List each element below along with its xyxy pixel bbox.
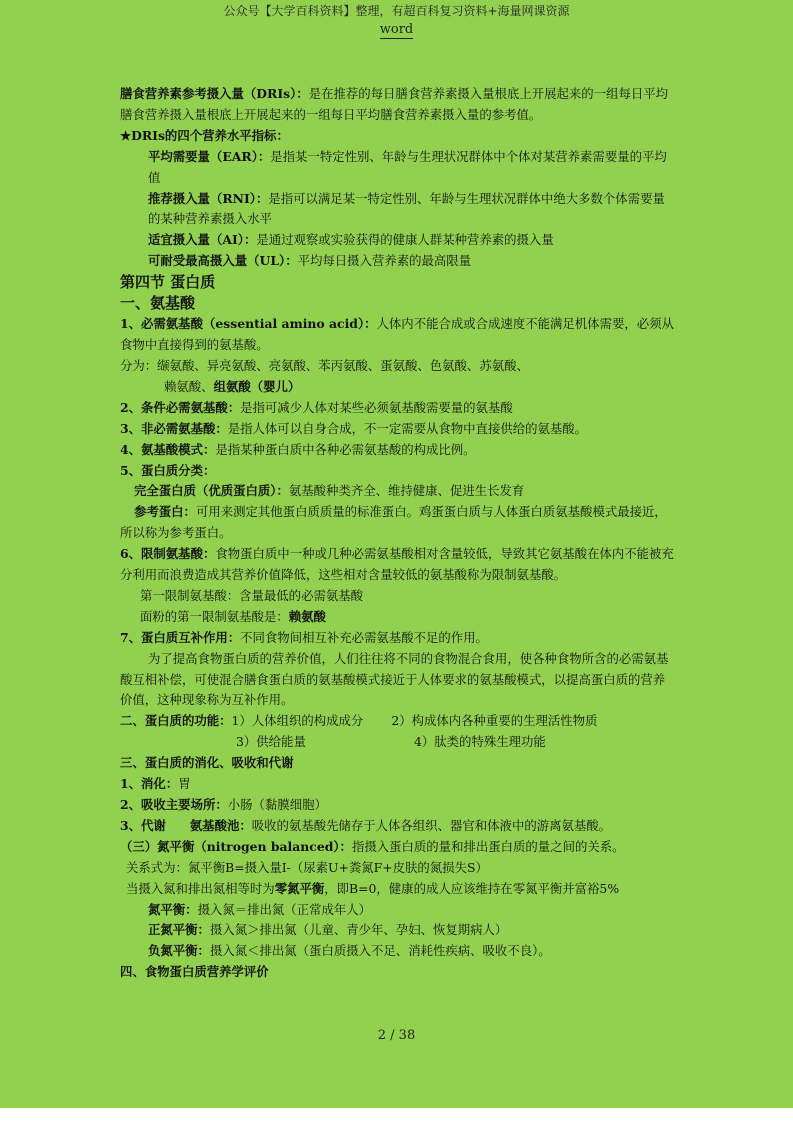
amino-acid-pool-term: 氨基酸池： xyxy=(189,817,252,833)
page-number: 2 / 38 xyxy=(377,1028,416,1043)
function-2: 2）构成体内各种重要的生理活性物质 xyxy=(391,713,598,729)
nitrogen-balance-formula: 关系式为：氮平衡B=摄入量I-（尿素U+粪氮F+皮肤的氮损失S） xyxy=(126,859,488,875)
metabolism-item xyxy=(120,816,676,837)
dri-text: 是在推荐的每日膳食营养素摄入量根底上开展起来的一组每日平均膳食营养摄入量根底上开展起来的一组每日平均膳食营养素摄入量的参考值。 xyxy=(120,86,669,122)
function-4: 4）肽类的特殊生理功能 xyxy=(414,734,546,750)
eaa-list-histidine: 组氨酸（婴儿） xyxy=(213,378,301,394)
equilibrium-term: 氮平衡： xyxy=(148,901,198,917)
non-eaa-term: 3、非必需氨基酸： xyxy=(120,420,228,436)
ul-text: 平均每日摄入营养素的最高限量 xyxy=(297,253,472,269)
zero-balance-lead: 当摄入氮和排出氮相等时为 xyxy=(126,880,275,896)
eaa-text: 人体内不能合成或合成速度不能满足机体需要，必须从食物中直接得到的氨基酸。 xyxy=(120,316,674,353)
ul-item xyxy=(120,251,676,272)
digestion-term: 1、消化： xyxy=(120,776,179,792)
protein-functions-line1 xyxy=(120,711,676,732)
conditional-eaa-term: 2、条件必需氨基酸： xyxy=(120,399,241,415)
limiting-term: 6、限制氨基酸： xyxy=(120,546,216,562)
protein-classification xyxy=(120,461,676,482)
complementation-text: 不同食物间相互补充必需氨基酸不足的作用。 xyxy=(240,629,488,645)
complete-protein xyxy=(120,481,676,502)
equilibrium-text: 摄入氮＝排出氮（正常成年人） xyxy=(197,901,372,917)
protein-complementation xyxy=(120,628,676,649)
rni-item xyxy=(120,189,676,231)
ear-term: 平均需要量（EAR）： xyxy=(148,148,271,164)
zero-nitrogen-balance xyxy=(120,879,676,900)
flour-limiting-label: 面粉的第一限制氨基酸是： xyxy=(140,608,289,624)
nitrogen-balance xyxy=(120,837,676,858)
classification-term: 5、蛋白质分类： xyxy=(120,462,216,478)
positive-balance-text: 摄入氮＞排出氮（儿童、青少年、孕妇、恢复期病人） xyxy=(209,922,508,938)
nitrogen-balance-text: 指摄入蛋白质的量和排出蛋白质的量之间的关系。 xyxy=(351,838,625,854)
absorption-text: 小肠（黏膜细胞） xyxy=(227,797,327,812)
dri-definition xyxy=(120,84,676,126)
document-body xyxy=(120,84,676,983)
eaa-list-line1: 分为：缬氨酸、异亮氨酸、亮氨酸、苯丙氨酸、蛋氨酸、色氨酸、苏氨酸、 xyxy=(120,357,529,373)
ul-term: 可耐受最高摄入量（UL）： xyxy=(148,253,298,269)
flour-limiting-value: 赖氨酸 xyxy=(288,608,326,624)
ai-term: 适宜摄入量（AI）： xyxy=(148,232,257,248)
function-1: 1）人体组织的构成成分 xyxy=(231,713,364,729)
eaa-list-lysine: 赖氨酸、 xyxy=(164,378,214,394)
limiting-amino-acid xyxy=(120,544,676,586)
evaluation-heading xyxy=(120,962,676,983)
evaluation-heading-text: 四、食物蛋白质营养学评价 xyxy=(120,964,269,980)
complete-protein-term: 完全蛋白质（优质蛋白质）： xyxy=(134,483,289,499)
ear-item xyxy=(120,147,676,189)
dri-indicators-label: ★DRIs的四个营养水平指标： xyxy=(120,127,289,143)
complementation-paragraph: 为了提高食物蛋白质的营养价值，人们往往将不同的食物混合食用，使各种食物所含的必需氨基酸互相补偿，可使混合膳食蛋白质的氨基酸模式接近于人体要求的氨基酸模式，以提高蛋白质的营养价值，这种现象称为互补作用。 xyxy=(120,650,669,708)
digestion-text: 胃 xyxy=(178,776,191,792)
nitrogen-balance-term: （三）氮平衡（nitrogen balanced）： xyxy=(120,838,352,854)
eaa-definition xyxy=(120,314,676,356)
absorption-item xyxy=(120,795,676,816)
header-word-text: word xyxy=(379,22,414,37)
positive-nitrogen-balance xyxy=(120,920,676,941)
zero-balance-text: ，即B=0，健康的成人应该维持在零氮平衡并富裕5% xyxy=(324,880,620,896)
pattern-term: 4、氨基酸模式： xyxy=(120,441,216,457)
absorption-term: 2、吸收主要场所： xyxy=(120,797,228,812)
reference-protein-text: 可用来测定其他蛋白质质量的标准蛋白。鸡蛋蛋白质与人体蛋白质氨基酸模式最接近，所以称为参考蛋白。 xyxy=(120,504,667,541)
zero-balance-term: 零氮平衡 xyxy=(274,880,325,896)
digestion-item xyxy=(120,774,676,795)
eaa-list-line2 xyxy=(120,377,676,398)
ear-text: 是指某一特定性别、年龄与生理状况群体中个体对某营养素需要量的平均值 xyxy=(148,148,667,185)
negative-balance-text: 摄入氮＜排出氮（蛋白质摄入不足、消耗性疾病、吸收不良）。 xyxy=(209,943,551,959)
nitrogen-equilibrium xyxy=(120,900,676,921)
ai-item xyxy=(120,230,676,251)
flour-limiting xyxy=(120,607,676,628)
header-word-label xyxy=(0,22,793,37)
function-3: 3）供给能量 xyxy=(236,734,306,750)
pattern-text: 是指某种蛋白质中各种必需氨基酸的构成比例。 xyxy=(215,441,476,457)
rni-term: 推荐摄入量（RNI）： xyxy=(148,190,269,206)
header-source-note: 公众号【大学百科资料】整理，有超百科复习资料+海量网课资源 xyxy=(223,4,570,18)
eaa-term: 1、必需氨基酸（essential amino acid）： xyxy=(120,316,377,332)
complementation-term: 7、蛋白质互补作用： xyxy=(120,629,241,645)
amino-acid-pattern xyxy=(120,440,676,461)
conditional-eaa-text: 是指可减少人体对某些必须氨基酸需要量的氨基酸 xyxy=(240,399,513,415)
digestion-heading xyxy=(120,753,676,774)
section-title: 第四节 蛋白质 xyxy=(120,273,216,292)
reference-protein-term: 参考蛋白： xyxy=(134,504,196,520)
amino-acid-pool-text: 吸收的氨基酸先储存于人体各组织、器官和体液中的游离氨基酸。 xyxy=(251,817,612,833)
first-limiting: 第一限制氨基酸：含量最低的必需氨基酸 xyxy=(140,587,364,603)
negative-nitrogen-balance xyxy=(120,941,676,962)
metabolism-term: 3、代谢 xyxy=(120,817,166,833)
conditional-eaa xyxy=(120,398,676,419)
protein-functions-line2 xyxy=(120,732,676,753)
negative-balance-term: 负氮平衡： xyxy=(148,943,210,959)
non-eaa xyxy=(120,419,676,440)
reference-protein xyxy=(120,502,676,544)
dri-indicators-title xyxy=(120,126,676,147)
limiting-text: 食物蛋白质中一种或几种必需氨基酸相对含量较低，导致其它氨基酸在体内不能被充分利用而浪费造成其营养价值降低，这些相对含量较低的氨基酸称为限制氨基酸。 xyxy=(120,546,674,583)
complete-protein-text: 氨基酸种类齐全、维持健康、促进生长发育 xyxy=(288,483,525,499)
digestion-heading-text: 三、蛋白质的消化、吸收和代谢 xyxy=(120,755,294,771)
ai-text: 是通过观察或实验获得的健康人群某种营养素的摄入量 xyxy=(256,232,554,248)
functions-term: 二、蛋白质的功能： xyxy=(120,713,232,729)
positive-balance-term: 正氮平衡： xyxy=(148,922,210,938)
dri-term: 膳食营养素参考摄入量（DRIs）： xyxy=(120,86,309,101)
amino-acid-heading: 一、氨基酸 xyxy=(120,294,196,313)
non-eaa-text: 是指人体可以自身合成，不一定需要从食物中直接供给的氨基酸。 xyxy=(227,420,588,436)
rni-text: 是指可以满足某一特定性别、年龄与生理状况群体中绝大多数个体需要量的某种营养素摄入水平 xyxy=(148,190,665,227)
